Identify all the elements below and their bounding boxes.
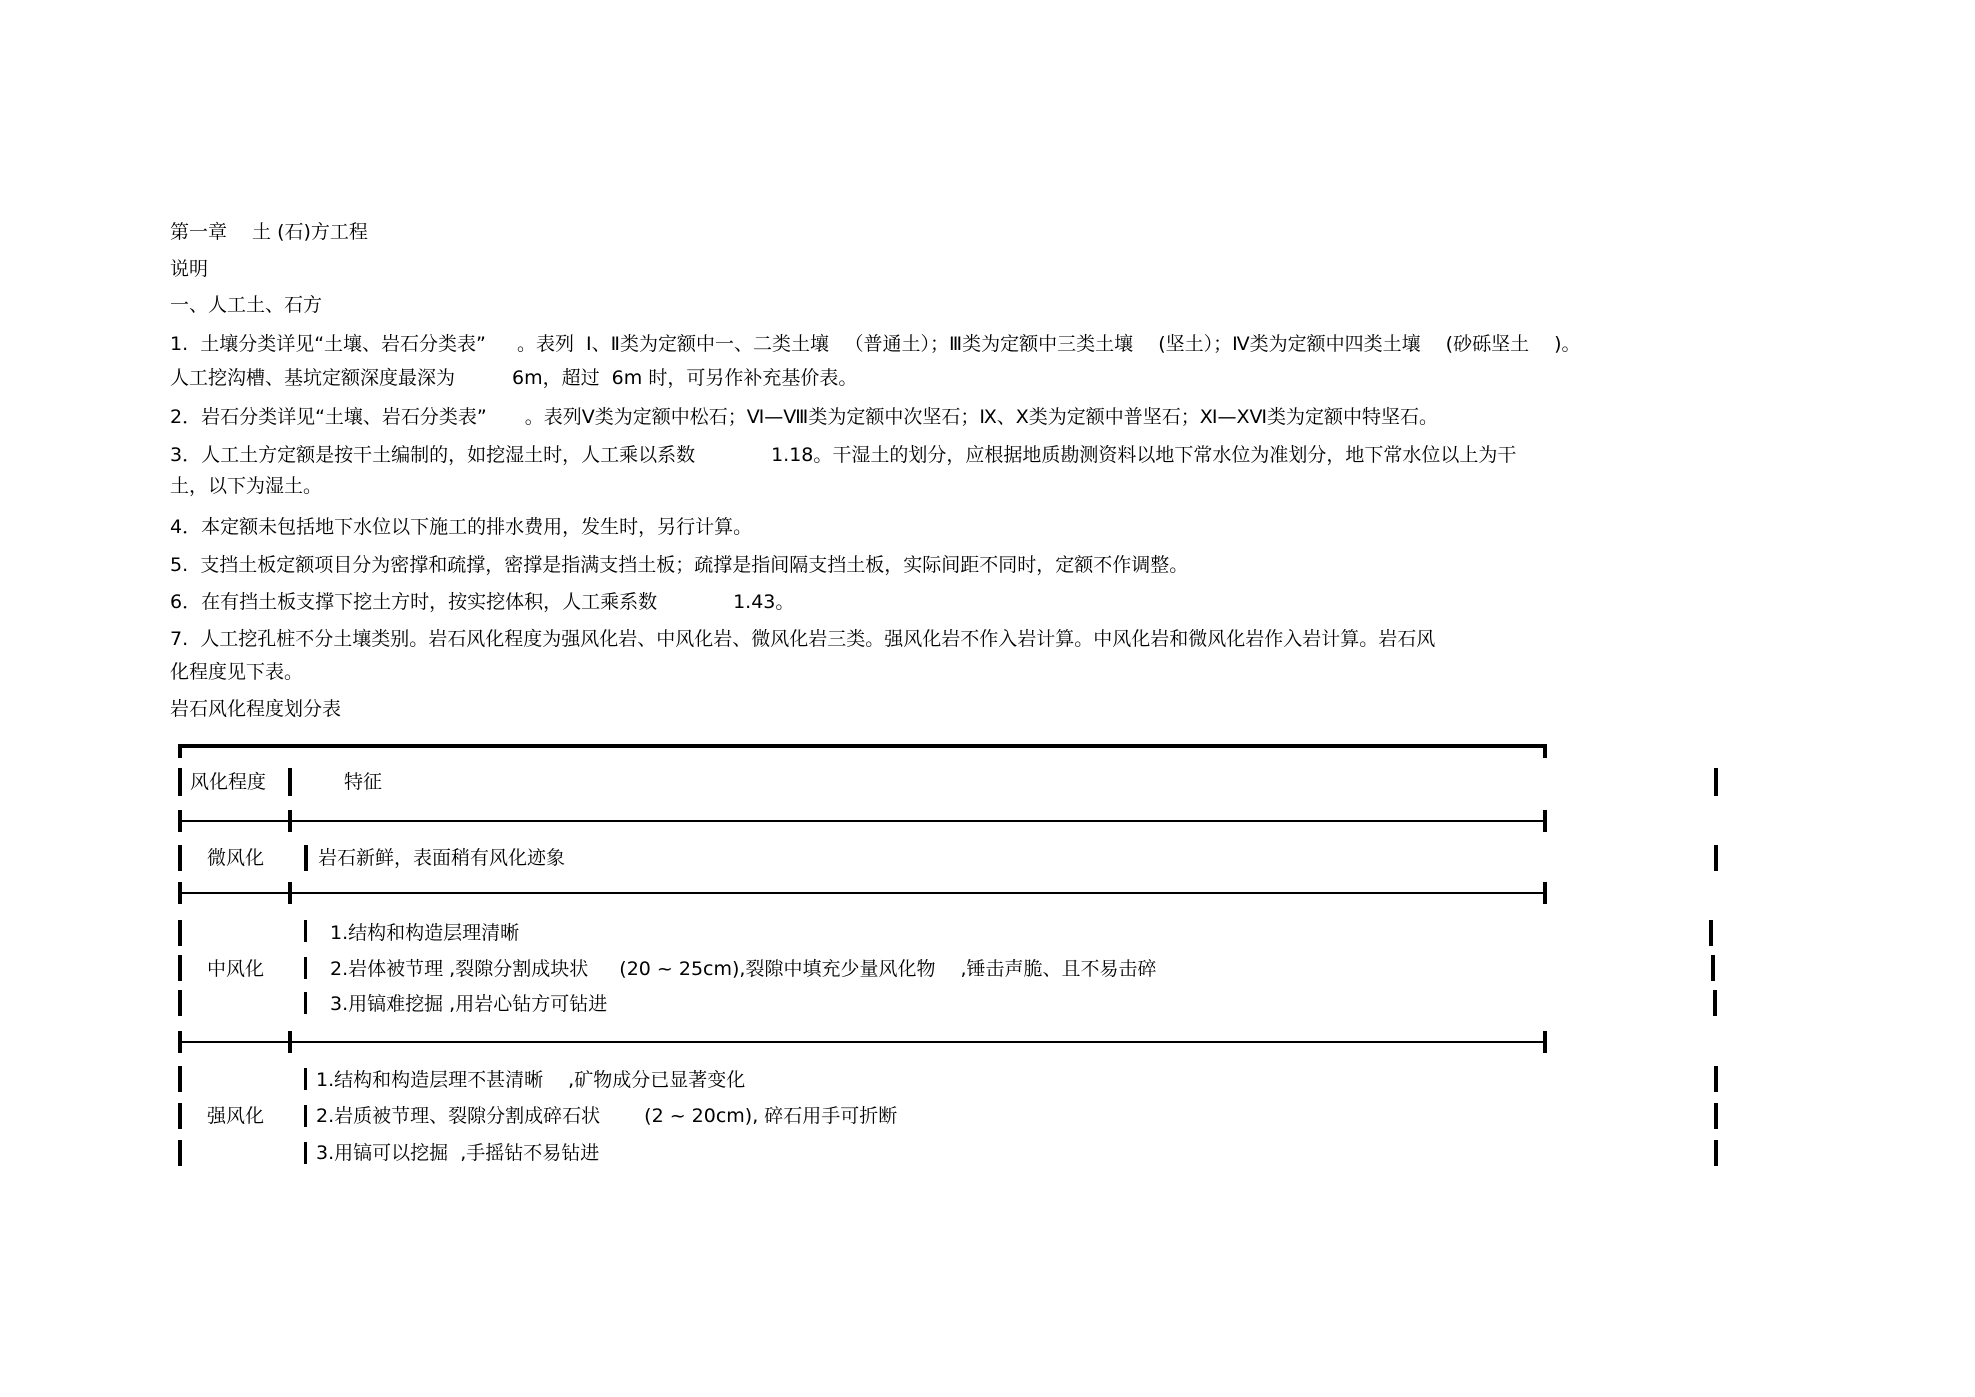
row-feature-strong-3: 3.用镐可以挖掘 ,手摇钻不易钻进 [316,1142,600,1164]
row-separator [178,1041,1547,1043]
paragraph-3-line-2: 土，以下为湿土。 [170,475,323,497]
table-border-tick [1543,744,1547,758]
table-right-border [1709,920,1713,946]
paragraph-1-line-2: 人工挖沟槽、基坑定额深度最深为 6m，超过 6m 时，可另作补充基价表。 [170,367,858,389]
table-border-tick [288,1031,292,1053]
table-column-divider [304,845,308,871]
table-right-border [1714,1066,1718,1092]
table-right-border [1714,768,1718,796]
row-grade-slight: 微风化 [207,847,265,869]
table-title: 岩石风化程度划分表 [170,698,342,720]
subsection-title: 一、人工土、石方 [170,294,323,316]
table-column-divider [304,1105,307,1127]
table-left-border [178,1103,182,1129]
table-left-border [178,920,182,946]
paragraph-7-line-1: 7. 人工挖孔桩不分土壤类别。岩石风化程度为强风化岩、中风化岩、微风化岩三类。强风化岩不作入岩计算。中风化岩和微风化岩作入岩计算。岩石风 [170,628,1436,650]
table-border-tick [1543,1031,1547,1053]
table-left-border [178,845,182,871]
row-feature-moderate-1: 1.结构和构造层理清晰 [330,922,520,944]
table-column-divider [304,920,307,942]
chapter-title: 第一章 土 (石)方工程 [170,221,368,243]
header-features: 特征 [344,771,383,793]
table-column-divider [288,768,292,796]
row-feature-moderate-3: 3.用镐难挖掘 ,用岩心钻方可钻进 [330,993,608,1015]
table-border-tick [178,1031,182,1053]
table-left-border [178,955,182,981]
table-column-divider [304,1068,307,1090]
table-left-border [178,990,182,1016]
paragraph-2: 2．岩石分类详见“土壤、岩石分类表” 。表列Ⅴ类为定额中松石；Ⅵ—Ⅷ类为定额中次坚石；Ⅸ、Ⅹ类为定额中普坚石；Ⅺ—ⅩⅥ类为定额中特坚石。 [170,406,1439,428]
table-right-border [1714,1140,1718,1166]
row-separator [178,892,1547,894]
paragraph-5: 5. 支挡土板定额项目分为密撑和疏撑，密撑是指满支挡土板；疏撑是指间隔支挡土板，实际间距不同时，定额不作调整。 [170,554,1189,576]
table-left-border [178,1140,182,1166]
paragraph-7-line-2: 化程度见下表。 [170,661,304,683]
row-feature-strong-1: 1.结构和构造层理不甚清晰 ,矿物成分已显著变化 [316,1069,746,1091]
paragraph-4: 4．本定额未包括地下水位以下施工的排水费用，发生时，另行计算。 [170,516,753,538]
table-border-tick [1543,810,1547,832]
row-feature-moderate-2: 2.岩体被节理 ,裂隙分割成块状 (20 ~ 25cm),裂隙中填充少量风化物 ,锤击声脆、且不易击碎 [330,958,1157,980]
row-grade-moderate: 中风化 [207,958,265,980]
paragraph-6: 6．在有挡土板支撑下挖土方时，按实挖体积，人工乘系数 1.43。 [170,591,795,613]
table-border-tick [1543,882,1547,904]
table-column-divider [304,1142,307,1164]
table-left-border [178,768,182,796]
table-border-tick [178,882,182,904]
table-right-border [1711,955,1715,981]
table-column-divider [304,957,307,979]
table-left-border [178,1066,182,1092]
table-right-border [1713,990,1717,1016]
paragraph-3-line-1: 3．人工土方定额是按干土编制的，如挖湿土时，人工乘以系数 1.18。干湿土的划分，应根据地质勘测资料以地下常水位为准划分，地下常水位以上为干 [170,444,1517,466]
table-top-border [178,744,1547,748]
paragraph-1-line-1: 1. 土壤分类详见“土壤、岩石分类表” 。表列 Ⅰ、Ⅱ类为定额中一、二类土壤 （普通土）；Ⅲ类为定额中三类土壤 (坚土）；Ⅳ类为定额中四类土壤 (砂砾坚土 )。 [170,333,1581,355]
row-feature-strong-2: 2.岩质被节理、裂隙分割成碎石状 (2 ~ 20cm), 碎石用手可折断 [316,1105,898,1127]
table-border-tick [288,810,292,832]
table-right-border [1714,845,1718,871]
table-border-tick [288,882,292,904]
row-grade-strong: 强风化 [207,1105,265,1127]
table-column-divider [304,992,307,1014]
section-label: 说明 [170,258,209,280]
table-border-tick [178,810,182,832]
table-border-tick [178,744,182,758]
table-right-border [1714,1103,1718,1129]
row-separator [178,820,1547,822]
row-feature-slight-1: 岩石新鲜，表面稍有风化迹象 [318,847,566,869]
header-weathering-grade: 风化程度 [190,771,267,793]
